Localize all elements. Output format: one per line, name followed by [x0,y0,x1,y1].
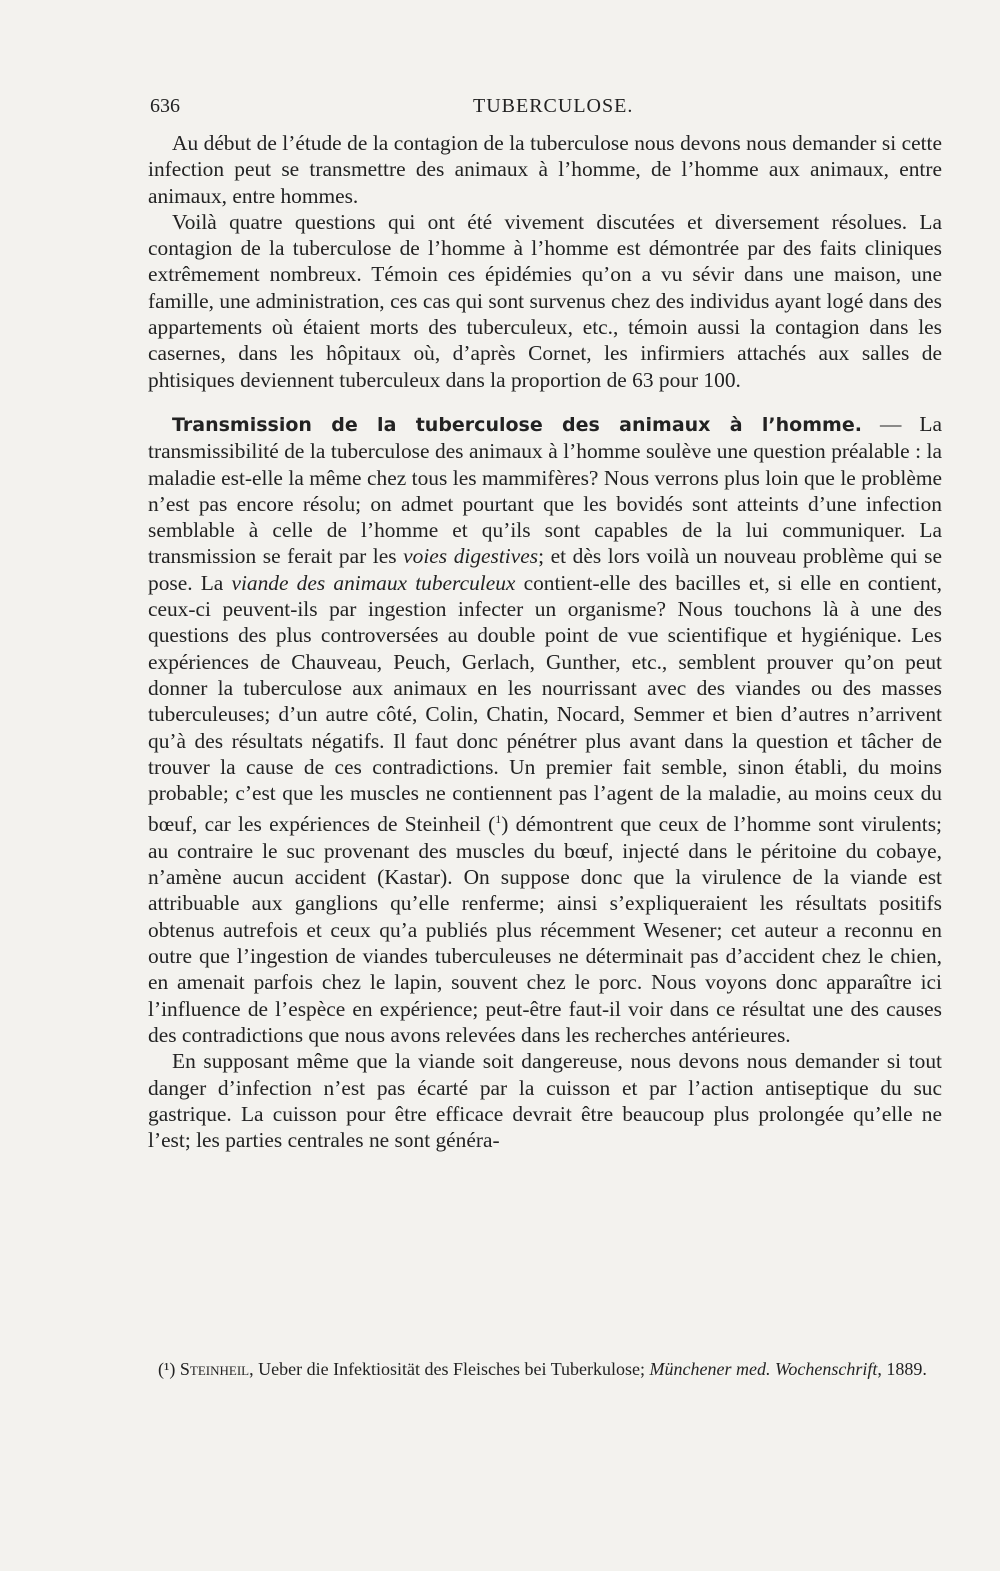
paragraph-3 [148,411,942,1048]
footnote-year: , 1889. [877,1359,927,1379]
footnote-author: Steinheil [179,1359,250,1379]
section-heading: Transmission de la tuberculose des animaux à l’homme. [172,413,862,436]
paragraph-1: Au début de l’étude de la contagion de la tuberculose nous devons nous demander si cette infection peut se transmettre des animaux à l’homme, de l’homme aux animaux, entre animaux, entre hommes. [148,131,942,208]
paragraph-3-text-a: — La transmissibilité de la tuberculose des animaux à l’homme soulève une question préalable : la maladie est-elle la même chez tous les mammifères? Nous verrons plus loin que le problème n’est pas encore résolu; on admet pourtant que les bovidés sont atteints d’une infection semblable à celle de l’homme et qu’ils sont capables de la lui communiquer. La transmission se ferait par les [148,411,942,569]
footnote-journal: Münchener med. Wochenschrift [649,1359,878,1379]
footnote-marker: (¹) [158,1359,180,1379]
paragraph-4: En supposant même que la viande soit dangereuse, nous devons nous demander si tout danger d’infection n’est pas écarté par la cuisson et par l’action antiseptique du suc gastrique. La cuisson pour être efficace devrait être beaucoup plus prolongée qu’elle ne l’est; les parties centrales ne sont généra- [148,1049,942,1153]
page-number: 636 [150,95,180,117]
paragraph-3-text-c: contient-elle des bacilles et, si elle en contient, ceux-ci peuvent-ils par ingestion infecter un organisme? Nous touchons là à une des questions des plus controversées au double point de vue scientifique et hygiénique. Les expériences de Chauveau, Peuch, Gerlach, Gunther, etc., semblent prouver qu’on peut donner la tuberculose aux animaux en les nourrissant avec des viandes ou des masses tuberculeuses; d’un autre côté, Colin, Chatin, Nocard, Semmer et bien d’autres n’arrivent qu’à des résultats négatifs. Il faut donc pénétrer plus avant dans la question et tâcher de trouver la cause de ces contradictions. Un premier fait semble, sinon établi, du moins probable; c’est que les muscles ne contiennent pas l’agent de la maladie, au moins ceux du bœuf, car les expériences de Steinheil ( [148,570,942,837]
footnote-reference: 1 [495,812,502,827]
footnote [148,1358,942,1380]
italic-voies-digestives: voies digestives [403,544,539,569]
paragraph-2: Voilà quatre questions qui ont été vivement discutées et diversement résolues. La contagion de la tuberculose de l’homme à l’homme est démontrée par des faits cliniques extrêmement nombreux. Témoin ces épidémies qu’on a vu sévir dans une maison, une famille, une administration, ces cas qui sont survenus chez des individus ayant logé dans des appartements où étaient morts des tuberculeux, etc., témoin aussi la contagion dans les casernes, dans les hôpitaux où, d’après Cornet, les infirmiers attachés aux salles de phtisiques deviennent tuberculeux dans la proportion de 63 pour 100. [148,209,942,392]
footnote-title: , Ueber die Infektiosität des Fleisches bei Tuberkulose; [249,1359,650,1379]
paragraph-3-text-d: ) démontrent que ceux de l’homme sont virulents; au contraire le suc provenant des muscles du bœuf, injecté dans le péritoine du cobaye, n’amène aucun accident (Kastar). On suppose donc que la virulence de la viande est attribuable aux ganglions qu’elle renferme; ainsi s’expliqueraient les résultats positifs obtenus autrefois et ceux qu’a publiés plus récemment Wesener; cet auteur a reconnu en outre que l’ingestion de viandes tuberculeuses ne déterminait pas d’accident chez le chien, en amenait parfois chez le lapin, souvent chez le porc. Nous voyons donc apparaître ici l’influence de l’espèce en expérience; peut-être faut-il voir dans ce résultat une des causes des contradictions que nous avons relevées dans les recherches antérieures. [148,812,942,1047]
running-title: TUBERCULOSE. [473,95,634,117]
paragraph-3-text-b: ; et dès lors voilà un nouveau problème qui se pose. La [148,544,942,595]
body-text [148,130,942,1153]
page-header [150,95,940,123]
italic-viande-des-animaux: viande des animaux tuberculeux [231,570,516,595]
footnote-text [148,1358,942,1380]
